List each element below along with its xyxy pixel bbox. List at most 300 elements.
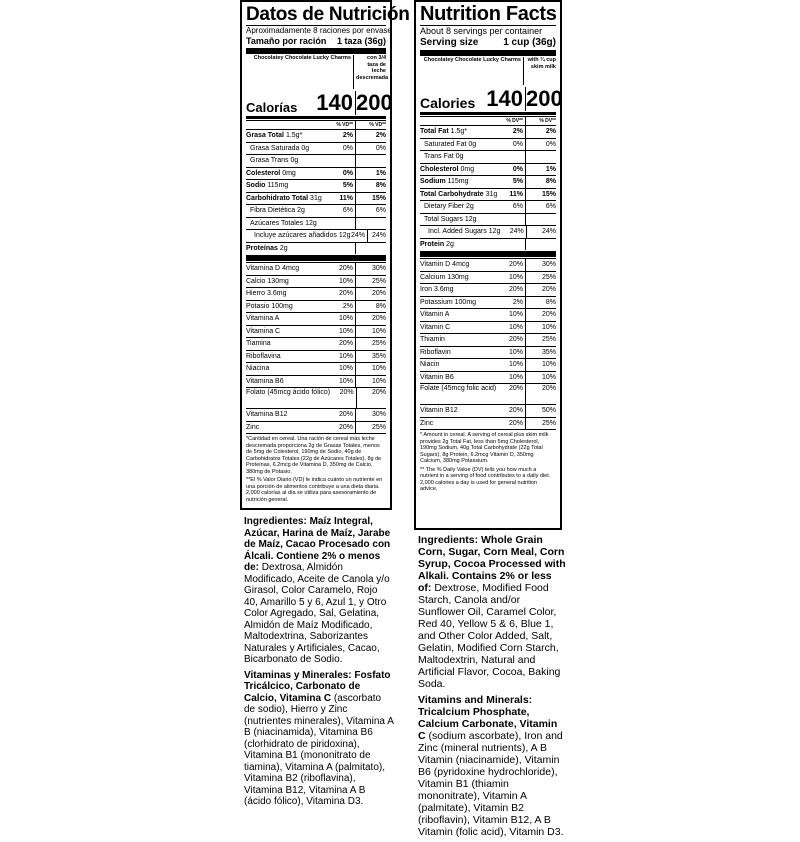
dv-cereal: 20% [329,422,356,434]
dv-cereal: 10% [499,272,526,284]
nutrient-row [420,175,556,188]
nutrient-amount: 115mg [447,178,469,185]
nutrient-row [246,300,386,313]
dv-cereal: 10% [499,372,526,384]
nutrient-name [420,347,499,359]
nutrient-row [420,404,556,417]
dv-milk: 24% [371,232,386,239]
nutrient-amount: 12g [464,215,477,223]
nutrient-amount: 4mcg [282,265,300,272]
vitamins-minerals-heading: Vitaminas y Minerales: Fosfato Tricálcico, Carbonato de Calcio, Vitamina C [244,669,391,704]
nutrient-row [246,312,386,325]
nutrient-row [246,179,386,192]
calories-cereal: 140 [486,87,526,111]
ingredients-list: Dextrosa, Almidón Modificado, Aceite de Canola y/o Girasol, Color Caramelo, Rojo 40, Amarillo 5 y 6, Azul 1, y Otro Color Agregado, Sal, Gelatina, Almidón de Maíz Modificado, Maltodextrina, Saborizantes Naturales y Artificiales, Cacao, Bicarbonato de Sodio. [244,562,390,665]
dv-milk: 6% [545,203,556,210]
footnote-amount: *Cantidad en cereal. Una ración de cereal más leche descremada proporciona 2g de Grasas Totales, menos de 5mg de Colesterol, 190mg de Sodio, 40g de Carbohidratos Totales (22g de Azúcares Totales), 8g de Proteínas, 6.2mcg de Vitamina D, 350mg de Calcio, 380mg de Potasio. [246,436,382,475]
nutrient-amount: 31g [485,190,498,198]
nutrient-name [246,351,329,363]
serving-size [420,37,556,49]
dv-milk: 50% [541,407,556,414]
nutrient-label: Hierro [246,290,266,297]
dv-milk: 10% [371,327,386,335]
dv-header-row [246,120,386,129]
dv-milk: 25% [371,423,386,431]
nutrient-row [246,387,386,408]
nutrient-name [420,359,499,371]
dv-milk: 20% [371,290,386,297]
dv-cereal: 0% [329,168,356,180]
dv-milk: 25% [541,273,556,281]
dv-cereal: 10% [329,376,356,388]
nutrient-name [246,409,329,421]
ingredients-en [418,534,566,842]
dv-milk [356,218,386,230]
nutrient-name [420,226,500,238]
nutrient-amount: 115mg [267,182,289,189]
nutrient-name [420,297,499,309]
dv-milk: 35% [371,352,386,360]
dv-header: % DV** [539,118,556,124]
servings-per-container: About 8 servings per container [420,26,543,36]
dv-cereal [499,151,526,163]
nutrient-label: Saturated Fat [424,140,467,148]
nutrient-amount: 3.6mg [267,290,287,297]
dv-cereal: 10% [329,351,356,363]
dv-milk: 10% [541,361,556,368]
nutrient-rows [420,125,556,250]
nutrient-row [420,417,556,430]
nutrient-label: Grasa Saturada [250,144,300,152]
nutrient-row [420,125,556,138]
dv-milk: 8% [545,178,556,185]
nutrient-label: Vitamina A [246,315,280,322]
nutrient-amount: 31g [310,194,322,202]
dv-milk: 10% [371,365,386,372]
dv-header: % DV** [499,117,526,125]
dv-milk [526,214,556,226]
dv-cereal: 20% [499,405,526,417]
dv-milk: 2% [545,128,556,135]
dv-cereal: 20% [499,418,526,430]
dv-cereal: 11% [499,189,526,201]
nutrient-name [246,276,329,288]
dv-cereal: 10% [329,363,356,375]
nutrient-name [420,151,499,163]
calories-row [420,85,563,111]
nutrient-name [246,326,329,338]
dv-cereal: 10% [329,276,356,288]
nutrient-label: Niacin [420,361,440,368]
nutrient-amount: 4mcg [452,261,470,268]
nutrient-label: Fibra Dietética [250,207,296,214]
vitamin-rows [246,262,386,433]
nutrient-name [420,405,499,417]
nutrient-amount: 2g [466,203,474,210]
nutrient-label: Vitamin B12 [420,407,458,414]
nutrient-amount: 2g [446,240,454,248]
dv-cereal: 6% [329,205,356,217]
nutrient-label: Vitamin C [420,323,451,331]
dv-cereal: 20% [499,384,526,404]
nutrient-row [420,163,556,176]
dv-cereal: 10% [499,322,526,334]
nutrient-row [246,242,386,255]
serving-size-value: 1 cup (36g) [503,37,556,48]
dv-milk: 25% [541,419,556,427]
nutrient-name [420,239,499,251]
dv-cereal: 20% [499,284,526,296]
nutrient-name [246,155,329,167]
dv-cereal [499,239,526,251]
nutrient-name [246,288,329,300]
nutrient-label: Vitamina D [246,265,281,272]
nutrient-rows [246,129,386,254]
dv-cereal: 0% [499,164,526,176]
nutrient-row [420,138,556,151]
column-header [420,57,556,85]
nutrient-label: Potasio [246,302,270,310]
dv-milk: 10% [541,323,556,331]
calories-milk: 200 [526,86,563,111]
nutrient-name [246,193,329,205]
dv-cereal: 24% [351,230,368,242]
nutrient-name [420,214,499,226]
nutrient-row [420,333,556,346]
dv-milk [526,239,556,251]
nutrient-label: Zinc [246,423,260,431]
dv-cereal: 10% [499,309,526,321]
dv-milk: 2% [375,132,386,139]
nutrient-amount: 0g [301,144,310,152]
nutrient-name [246,230,351,242]
dv-milk: 30% [371,411,386,418]
dv-milk: 30% [371,265,386,272]
nutrient-row [420,346,556,359]
dv-cereal: 2% [329,301,356,313]
nutrient-row [420,283,556,296]
vitamin-rows [420,258,556,429]
dv-cereal: 20% [329,338,356,350]
dv-milk: 0% [375,144,386,152]
nutrient-amount: 100mg [271,302,293,310]
dv-header: % VD** [369,122,386,128]
column-header-cereal: Chocolatey Chocolate Lucky Charms [420,57,524,85]
panel-title: Nutrition Facts [420,3,557,25]
nutrient-row [246,204,386,217]
serving-size-label: Tamaño por ración [246,36,327,46]
dv-milk: 35% [541,348,556,356]
nutrient-label: Grasa Total [246,132,284,139]
dv-cereal: 20% [329,409,356,421]
nutrient-name [420,201,499,213]
servings-per-container: Aproximadamente 8 raciones por envase [246,26,392,35]
nutrient-row [246,362,386,375]
nutrient-label: Potassium [420,298,453,306]
nutrient-label: Folate (45mcg folic acid) [420,385,497,392]
nutrient-amount: 100mg [454,298,477,306]
dv-milk: 20% [371,389,386,396]
nutrient-label: Proteínas [246,244,278,252]
dv-milk: 0% [545,140,556,148]
nutrient-name [420,189,499,201]
nutrient-row [246,217,386,230]
nutrient-name [246,263,329,275]
dv-cereal: 5% [329,180,356,192]
nutrient-label: Total Carbohydrate [420,190,484,198]
vitamins-minerals-list: (sodium ascorbate), Iron and Zinc (mineral nutrients), A B Vitamin (niacinamide), Vitamin B6 (pyridoxine hydrochloride), Vitamin B1 (thiamin mononitrate), Vitamin A (palmitate), Vitamin B2 (riboflavin), Vitamin B12, A B Vitamin (folic acid), Vitamin D3. [418,730,564,838]
nutrient-row [246,408,386,421]
nutrient-label: Sodium [420,178,446,185]
dv-cereal [329,155,356,167]
dv-milk: 15% [371,194,386,202]
ingredients-list: Dextrose, Modified Food Starch, Canola and/or Sunflower Oil, Caramel Color, Red 40, Yellow 5 & 6, Blue 1, and Other Color Added, Salt, Gelatin, Modified Corn Starch, Maltodextrin, Natural and Artificial Flavor, Cocoa, Baking Soda. [418,582,561,690]
nutrient-label: Grasa Trans [250,157,289,164]
nutrient-row [246,154,386,167]
nutrient-label: Calcium [420,273,446,281]
dv-milk [356,155,386,167]
nutrient-label: Tiamina [246,340,271,347]
nutrient-label: Vitamin A [420,311,450,318]
dv-cereal: 20% [329,288,356,300]
nutrient-name [246,168,329,180]
nutrient-label: Protein [420,240,445,248]
column-header-cereal: Chocolatey Chocolate Lucky Charms [246,55,354,89]
nutrient-row [420,258,556,271]
nutrient-label: Sodio [246,182,266,189]
dv-milk: 20% [371,315,386,322]
dv-milk: 20% [541,286,556,293]
dv-cereal: 10% [499,359,526,371]
nutrient-name [246,388,330,408]
dv-milk: 10% [541,373,556,381]
nutrient-name [420,334,499,346]
nutrient-amount: 12g [488,228,501,235]
dv-milk: 20% [541,385,556,392]
nutrient-amount: 12g [305,219,317,227]
nutrient-label: Carbohidrato Total [246,194,309,202]
nutrient-row [246,262,386,275]
nutrient-name [246,376,329,388]
nutrient-label: Cholesterol [420,165,459,173]
footnote-dv: ** The % Daily Value (DV) tells you how much a nutrient in a serving of food contributes to a daily diet. 2,000 calories a day is used for general nutrition advice. [420,466,551,492]
nutrient-amount: 1.5g* [285,132,303,139]
dv-header-row [420,116,556,125]
dv-milk: 8% [375,302,386,310]
dv-milk: 8% [545,298,556,306]
nutrient-row [420,213,556,226]
dv-milk: 1% [375,169,386,177]
calories-label: Calories [420,95,476,111]
dv-milk: 25% [371,277,386,285]
nutrient-amount: 130mg [447,273,469,281]
nutrition-panel-en [414,0,562,530]
nutrient-label: Incluye azúcares añadidos [254,232,337,239]
dv-milk [356,243,386,255]
nutrient-name [420,126,499,138]
dv-cereal: 24% [500,226,526,238]
dv-milk [526,151,556,163]
nutrient-row [246,275,386,288]
nutrient-label: Vitamina C [246,327,281,335]
dv-cereal: 10% [499,347,526,359]
nutrient-name [246,363,329,375]
nutrient-label: Vitamin B6 [420,373,454,381]
serving-size [246,36,386,47]
dv-cereal: 0% [499,139,526,151]
nutrient-name [420,284,499,296]
nutrient-label: Trans Fat [424,153,454,160]
nutrient-row [246,142,386,155]
ingredients-es [244,516,394,812]
ingredients-heading: Ingredients: Whole Grain Corn, Sugar, Corn Meal, Corn Syrup, Cocoa Processed with Alkali. Contains 2% or less of: [418,534,566,594]
nutrient-row [246,375,386,388]
nutrient-amount: 3.6mg [434,286,454,293]
nutrient-name [420,384,499,404]
nutrient-name [246,143,329,155]
nutrient-amount: 130mg [267,277,289,285]
nutrient-amount: 0g [290,157,299,164]
nutrient-row [246,129,386,142]
dv-milk: 15% [541,190,556,198]
serving-size-label: Serving size [420,37,479,48]
nutrient-row [246,325,386,338]
nutrient-name [420,272,499,284]
dv-cereal: 11% [329,193,356,205]
nutrient-name [246,301,329,313]
vitamins-minerals-heading: Vitamins and Minerals: Tricalcium Phosphate, Calcium Carbonate, Vitamin C [418,694,558,742]
nutrient-row [246,192,386,205]
nutrient-row [420,358,556,371]
nutrient-label: Vitamina B12 [246,411,288,418]
vitamins-minerals-list: (ascorbato de sodio), Hierro y Zinc (nutrientes minerales), Vitamina A B (niacinamida), Vitamina B6 (clorhidrato de piridoxina), Vitamina B1 (mononitrato de tiamina), Vitamina A (palmitato), Vitamina B2 (riboflavina), Vitamina B12, Vitamina A B (ácido fólico), Vitamina D3. [244,692,394,807]
nutrient-label: Vitamina B6 [246,377,284,385]
dv-milk: 30% [541,261,556,268]
dv-cereal: 10% [329,313,356,325]
nutrient-name [420,309,499,321]
serving-size-value: 1 taza (36g) [336,36,386,46]
nutrient-name [246,130,329,142]
dv-cereal: 20% [330,388,357,408]
nutrient-name [420,176,499,188]
nutrient-row [246,229,386,242]
nutrient-label: Azúcares Totales [250,219,304,227]
nutrient-amount: 0g [455,153,464,160]
nutrient-label: Dietary Fiber [424,203,465,210]
nutrient-name [246,422,329,434]
nutrient-row [420,383,556,404]
dv-milk: 1% [545,165,556,173]
column-header [246,55,389,89]
nutrient-row [246,167,386,180]
nutrient-row [420,200,556,213]
nutrient-name [420,139,499,151]
nutrient-amount: 1.5g* [450,128,467,135]
nutrient-label: Riboflavina [246,352,281,360]
nutrient-name [420,164,499,176]
panel-title: Datos de Nutrición [246,4,410,25]
nutrient-row [420,150,556,163]
column-header-milk: con 3/4 taza de leche descremada [356,55,389,81]
nutrient-row [420,321,556,334]
dv-cereal: 5% [499,176,526,188]
nutrient-row [420,225,556,238]
dv-header: % VD** [329,121,356,129]
nutrient-row [246,287,386,300]
ingredients-heading: Ingredientes: Maíz Integral, Azúcar, Harina de Maíz, Jarabe de Maíz, Cacao Procesado con Álcali. Contiene 2% o menos de: [244,516,391,573]
nutrient-name [246,243,329,255]
dv-cereal: 0% [329,143,356,155]
nutrient-label: Folato (45mcg ácido fólico) [246,389,331,396]
nutrient-label: Niacina [246,365,270,372]
nutrient-label: Incl. Added Sugars [428,228,487,235]
nutrition-panel-es [240,0,410,510]
nutrient-row [246,350,386,363]
calories-milk: 200 [356,90,393,115]
nutrient-name [246,205,329,217]
nutrient-row [420,271,556,284]
calories-label: Calorías [246,100,298,115]
nutrient-name [246,180,329,192]
nutrient-amount: 2g [279,244,288,252]
nutrient-name [246,338,329,350]
footnote-dv: **El % Valor Diario (VD) le indica cuánto un nutriente en una porción de alimentos contribuye a una dieta diaria. 2,000 calorías al día se utiliza para asesoramiento de nutrición general. [246,477,383,503]
dv-cereal [329,218,356,230]
dv-milk: 25% [371,340,386,347]
nutrient-row [420,371,556,384]
nutrient-label: Vitamin D [420,261,451,268]
nutrient-label: Iron [420,286,433,293]
dv-cereal: 20% [499,259,526,271]
nutrient-row [420,308,556,321]
dv-milk: 20% [541,311,556,318]
nutrient-amount: 0mg [460,165,475,173]
dv-cereal: 20% [329,263,356,275]
nutrient-name [420,259,499,271]
dv-milk: 10% [371,377,386,385]
nutrient-row [420,296,556,309]
dv-cereal: 2% [499,126,526,138]
nutrient-label: Calcio [246,277,266,285]
nutrient-label: Total Sugars [424,215,463,223]
nutrient-label: Colesterol [246,169,281,177]
dv-cereal [329,243,356,255]
nutrient-label: Zinc [420,419,434,427]
nutrient-name [420,418,499,430]
calories-row [246,89,393,115]
nutrient-name [246,313,329,325]
nutrient-amount: 2g [297,207,305,214]
dv-cereal: 20% [499,334,526,346]
dv-cereal: 10% [329,326,356,338]
nutrient-label: Total Fat [420,128,449,135]
dv-cereal: 2% [329,130,356,142]
dv-milk: 25% [541,336,556,343]
dv-cereal: 6% [499,201,526,213]
nutrient-amount: 0mg [282,169,296,177]
nutrient-amount: 0g [468,140,477,148]
nutrient-name [420,322,499,334]
column-header-milk: with ¾ cup skim milk [527,57,556,70]
dv-cereal: 2% [499,297,526,309]
nutrient-row [420,238,556,251]
footnote-amount: * Amount in cereal. A serving of cereal plus skim milk provides 2g Total Fat, less than 5mg Cholesterol, 190mg Sodium, 40g Total Carbohydrate (22g Total Sugars), 8g Protein, 6.2mcg Vitamin D, 350mg Calcium, 380mg Potassium. [420,432,549,464]
dv-milk: 6% [375,207,386,214]
nutrient-amount: 12g [338,232,351,239]
dv-milk: 24% [541,228,556,235]
nutrient-row [420,188,556,201]
calories-cereal: 140 [316,91,356,115]
